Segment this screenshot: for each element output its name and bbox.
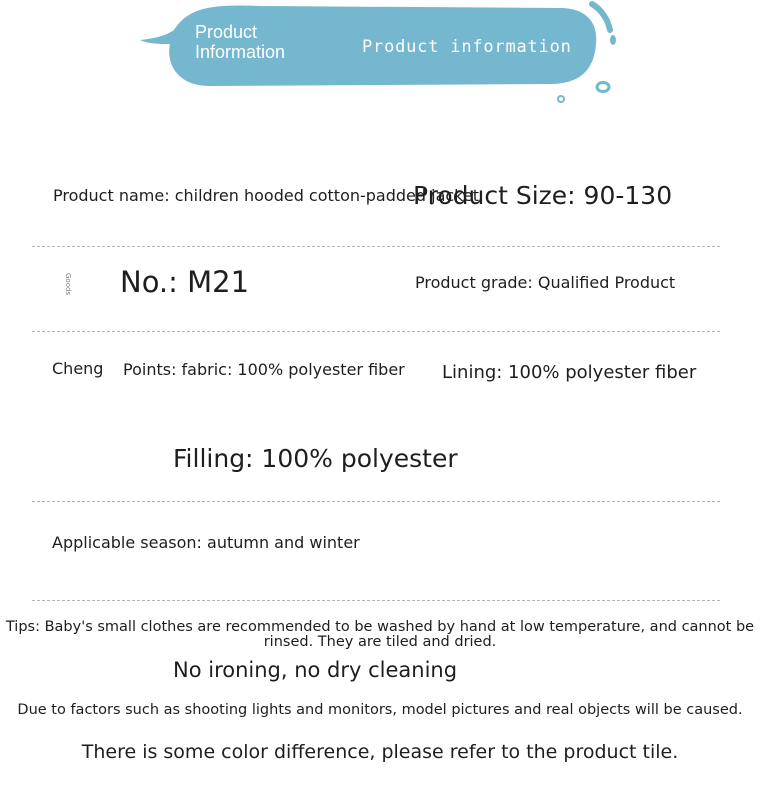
tips-line-1: Tips: Baby's small clothes are recommended to be washed by hand at low temperature, and cannot be (5, 619, 755, 635)
product-name: Product name: children hooded cotton-padded jacket (53, 186, 479, 205)
cheng-label: Cheng (52, 359, 104, 378)
divider (32, 501, 720, 502)
divider (32, 331, 720, 332)
banner-title-en: Product information (362, 37, 572, 57)
disclaimer: Due to factors such as shooting lights and monitors, model pictures and real objects will be caused. (17, 702, 743, 718)
banner-title-zh: Product Information (195, 22, 286, 62)
product-number: No.: M21 (120, 265, 250, 299)
divider (32, 246, 720, 247)
product-grade: Product grade: Qualified Product (415, 273, 676, 292)
applicable-season: Applicable season: autumn and winter (52, 533, 360, 552)
goods-vertical-label: Goods (64, 273, 72, 296)
ironing-note: No ironing, no dry cleaning (173, 658, 458, 682)
tips-line-2: rinsed. They are tiled and dried. (263, 634, 497, 650)
fabric-points: Points: fabric: 100% polyester fiber (123, 360, 405, 379)
product-size: Product Size: 90-130 (413, 181, 673, 210)
lining: Lining: 100% polyester fiber (442, 362, 697, 383)
color-difference-note: There is some color difference, please refer to the product tile. (81, 741, 679, 763)
filling: Filling: 100% polyester (173, 444, 458, 473)
divider (32, 600, 720, 601)
